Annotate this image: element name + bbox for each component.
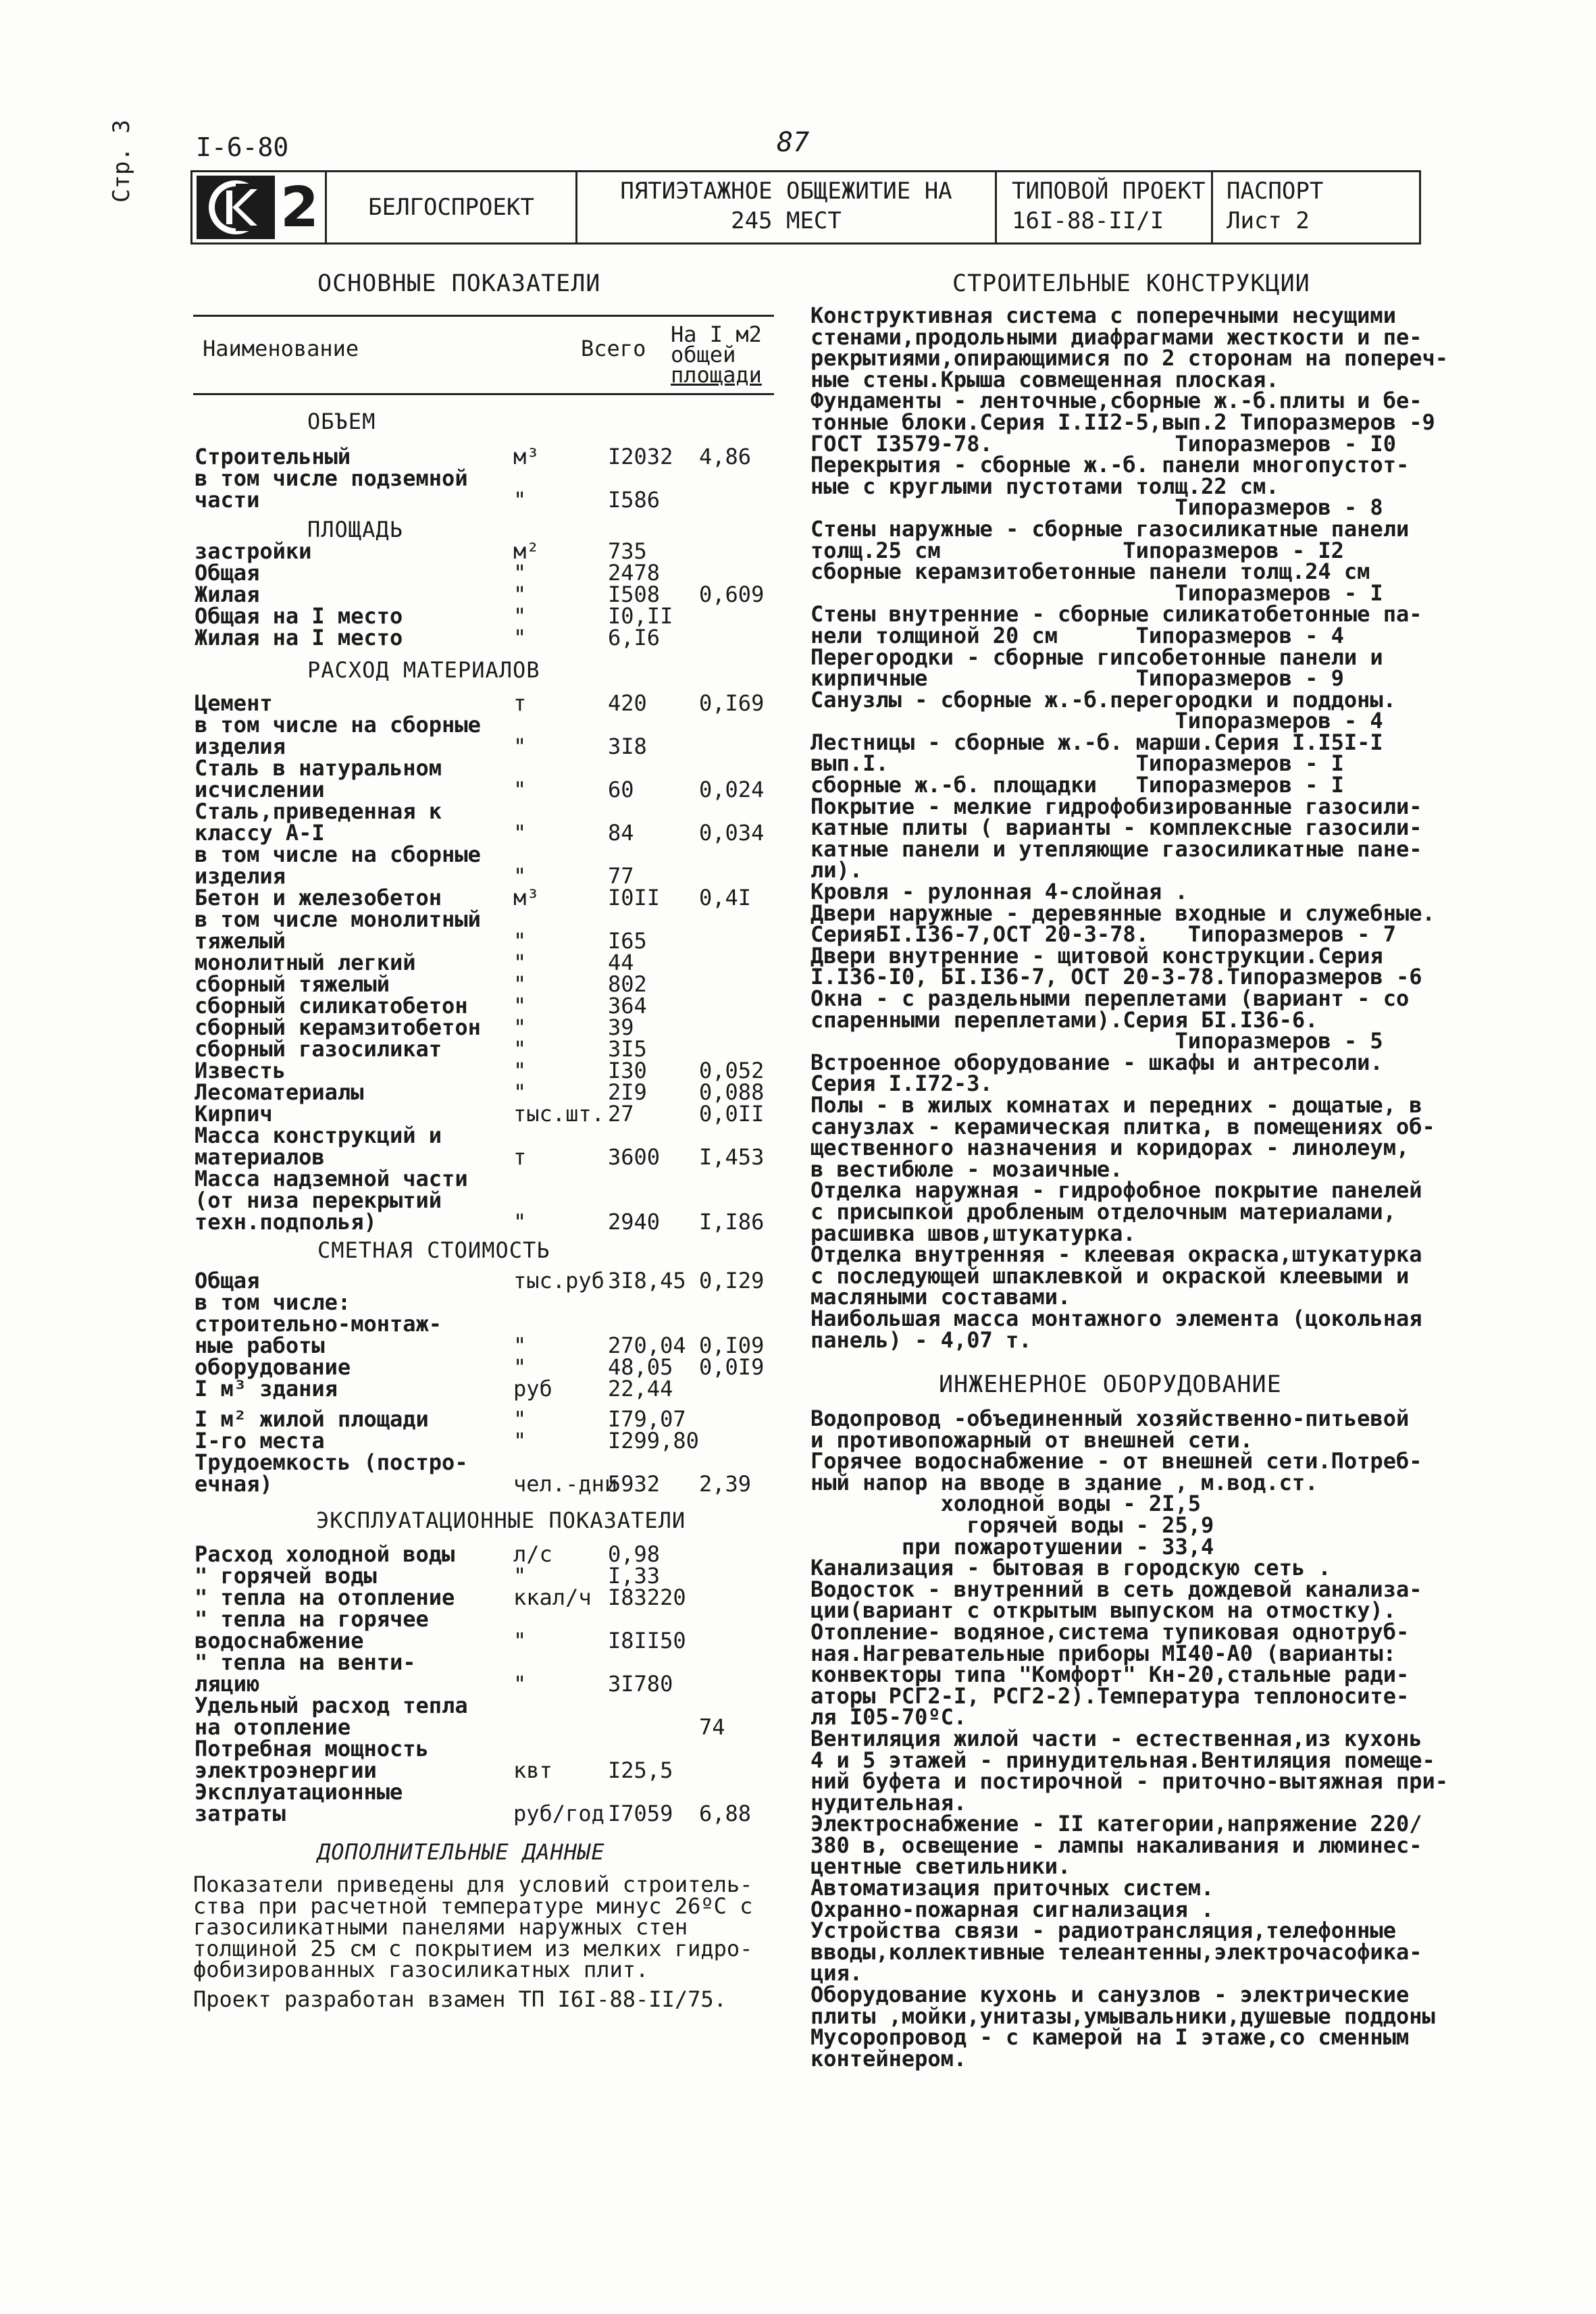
text-line: Мусоропровод - с камерой на I этаже,со сменным (810, 2024, 1410, 2051)
text-line: Перекрытия - сборные ж.-б. панели многопустот- (810, 452, 1410, 478)
row-unit: " (513, 950, 527, 975)
row-unit: " (513, 487, 527, 513)
row-name: Трудоемкость (постро- (195, 1449, 468, 1475)
row-unit: " (513, 1079, 527, 1105)
row-total: I25,5 (608, 1757, 673, 1783)
row-name: изделия (195, 734, 286, 759)
text-line: тонные блоки.Серия I.II2-5,вып.2 Типоразмеров -9 (810, 409, 1435, 435)
row-total: I8II50 (608, 1628, 686, 1653)
text-line: Водопровод -объединенный хозяйственно-питьевой (810, 1406, 1410, 1431)
text-line: Отделка наружная - гидрофобное покрытие панелей (810, 1177, 1422, 1204)
text-line: Отопление- водяное,система тупиковая однотруб- (810, 1618, 1410, 1645)
row-per-m2: 0,609 (699, 582, 765, 607)
row-total: 364 (608, 993, 647, 1019)
row-per-m2: 0,4I (699, 885, 752, 910)
row-unit: " (513, 1428, 527, 1454)
row-total: I,33 (608, 1563, 661, 1589)
text-line: ли). (810, 857, 863, 883)
row-total: 60 (608, 777, 634, 802)
row-name: сборный керамзитобетон (195, 1014, 481, 1040)
row-unit: " (513, 734, 527, 759)
section-materials: РАСХОД МАТЕРИАЛОВ (307, 657, 540, 683)
row-total: 2478 (608, 560, 661, 586)
row-name: техн.подполья) (195, 1209, 377, 1235)
project-type-cell (997, 172, 1213, 242)
passport-cell (1213, 172, 1419, 242)
text-line: Двери внутренние - щитовой конструкции.Серия (810, 942, 1383, 969)
text-line: Типоразмеров - 4 (810, 708, 1383, 734)
structures-text (810, 303, 1449, 1353)
row-name: Жилая (195, 582, 260, 607)
text-line: аторы РСГ2-I, РСГ2-2).Температура теплоносите- (810, 1682, 1410, 1709)
column-header-name: Наименование (203, 336, 359, 361)
text-line: 380 в, освещение - лампы накаливания и люминес- (810, 1832, 1422, 1858)
row-total: 3600 (608, 1144, 661, 1170)
row-name: в том числе подземной (195, 465, 468, 491)
row-total: I0II (608, 885, 661, 910)
row-per-m2: 0,I69 (699, 690, 765, 716)
text-line: при пожаротушении - 33,4 (810, 1533, 1214, 1560)
row-name: ные работы (195, 1333, 325, 1358)
row-name: (от низа перекрытий (195, 1187, 442, 1213)
row-name: электроэнергии (195, 1757, 377, 1783)
row-total: I7059 (608, 1801, 673, 1826)
organization-name: БЕЛГОСПРОЕКТ (368, 194, 534, 221)
row-unit: " (513, 1014, 527, 1040)
text-line: контейнером. (810, 2045, 967, 2072)
row-name: в том числе: (195, 1289, 351, 1315)
text-line: нели толщиной 20 см Типоразмеров - 4 (810, 622, 1344, 648)
text-line: конвекторы типа "Комфорт" Кн-20,стальные ради- (810, 1662, 1410, 1688)
row-unit: " (513, 928, 527, 954)
row-name: Удельный расход тепла (195, 1693, 468, 1718)
row-name: на отопление (195, 1714, 351, 1740)
project-type-code: 16I-88-II/I (1012, 207, 1164, 234)
row-name: " тепла на горячее (195, 1606, 429, 1632)
row-total: 3I780 (608, 1671, 673, 1697)
row-name: ечная) (195, 1471, 273, 1497)
engineering-heading: ИНЖЕНЕРНОЕ ОБОРУДОВАНИЕ (939, 1371, 1282, 1398)
row-total: I586 (608, 487, 661, 513)
row-unit: " (513, 1354, 527, 1380)
text-line: толщ.25 см Типоразмеров - I2 (810, 537, 1344, 563)
row-name: в том числе на сборные (195, 842, 481, 867)
text-line: ГОСТ I3579-78. Типоразмеров - I0 (810, 430, 1396, 457)
row-name: Сталь в натуральном (195, 755, 442, 781)
text-line: Перегородки - сборные гипсобетонные панели и (810, 644, 1383, 670)
text-line: Лестницы - сборные ж.-б. марши.Серия I.I5I-I (810, 729, 1383, 755)
row-name: Известь (195, 1058, 286, 1083)
text-line: рекрытиями,опирающимися по 2 сторонам на попереч- (810, 345, 1449, 371)
row-per-m2: 0,I09 (699, 1333, 765, 1358)
ck-logo-icon (195, 174, 276, 240)
side-page-note: Стр. 3 (108, 120, 135, 203)
row-name: Общая (195, 560, 260, 586)
text-line: I.I36-I0, БI.I36-7, ОСТ 20-3-78.Типоразмеров -6 (810, 964, 1422, 990)
row-unit: м³ (513, 885, 540, 910)
row-unit: м² (513, 538, 540, 564)
text-line: холодной воды - 2I,5 (810, 1491, 1201, 1517)
text-line: Фундаменты - ленточные,сборные ж.-б.плиты и бе- (810, 388, 1422, 414)
row-total: 77 (608, 863, 634, 889)
extra-line: Проект разработан взамен ТП I6I-88-II/75. (193, 1986, 727, 2012)
row-total: 2940 (608, 1209, 661, 1235)
row-name: тяжелый (195, 928, 286, 954)
row-name: сборный газосиликат (195, 1036, 442, 1062)
section-cost: СМЕТНАЯ СТОИМОСТЬ (317, 1237, 550, 1263)
text-line: масляными составами. (810, 1284, 1071, 1310)
text-line: Оборудование кухонь и санузлов - электрические (810, 1982, 1410, 2008)
row-total: I299,80 (608, 1428, 699, 1454)
row-name: I-го места (195, 1428, 325, 1454)
row-name: Потребная мощность (195, 1736, 429, 1762)
column-header-total: Всего (581, 336, 646, 361)
row-name: сборный силикатобетон (195, 993, 468, 1019)
row-name: материалов (195, 1144, 325, 1170)
text-line: Наибольшая масса монтажного элемента (цокольная (810, 1305, 1422, 1331)
text-line: ная.Нагревательные приборы МI40-А0 (варианты: (810, 1640, 1396, 1666)
organization-cell (327, 172, 577, 242)
row-name: оборудование (195, 1354, 351, 1380)
text-line: панель) - 4,07 т. (810, 1327, 1032, 1353)
row-unit: руб/год (513, 1801, 604, 1826)
text-line: Санузлы - сборные ж.-б.перегородки и поддоны. (810, 686, 1396, 713)
table-top-rule (193, 315, 774, 317)
text-line: Вентиляция жилой части - естественная,из кухонь (810, 1725, 1422, 1751)
text-line: с присыпкой дробленым отделочным материалами, (810, 1198, 1396, 1225)
row-total: 22,44 (608, 1376, 673, 1402)
row-total: 6,I6 (608, 625, 661, 650)
text-line: Охранно-пожарная сигнализация . (810, 1896, 1214, 1922)
row-name: " горячей воды (195, 1563, 377, 1589)
text-line: Канализация - бытовая в городскую сеть . (810, 1555, 1331, 1581)
row-unit: " (513, 820, 527, 846)
row-unit: " (513, 1333, 527, 1358)
text-line: ный напор на вводе в здание , м.вод.ст. (810, 1469, 1318, 1495)
row-name: Сталь,приведенная к (195, 798, 442, 824)
text-line: вводы,коллективные телеантенны,электрочасофика- (810, 1938, 1422, 1965)
extra-line: газосиликатными панелями наружных стен (193, 1914, 688, 1940)
text-line: ции(вариант с открытым выпуском на отмостку). (810, 1597, 1396, 1624)
text-line: Типоразмеров - 8 (810, 494, 1383, 521)
row-name: исчислении (195, 777, 325, 802)
row-unit: " (513, 863, 527, 889)
project-name-line1: ПЯТИЭТАЖНОЕ ОБЩЕЖИТИЕ НА (620, 178, 952, 205)
row-per-m2: 4,86 (699, 444, 752, 469)
row-name: части (195, 487, 260, 513)
row-name: I м³ здания (195, 1376, 338, 1402)
column-header-per-m2-line1: На I м2 (671, 322, 762, 347)
row-name: Общая (195, 1268, 260, 1293)
text-line: плиты ,мойки,унитазы,умывальники,душевые поддоны (810, 2003, 1435, 2029)
row-per-m2: 0,0I9 (699, 1354, 765, 1380)
text-line: спаренными переплетами).Серия БI.I36-6. (810, 1006, 1318, 1033)
row-name: Общая на I место (195, 603, 403, 629)
text-line: вып.I. Типоразмеров - I (810, 750, 1344, 777)
text-line: ция. (810, 1960, 863, 1986)
project-type-label: ТИПОВОЙ ПРОЕКТ (1012, 178, 1206, 205)
extra-line: ства при расчетной температуре минус 26ºС с (193, 1893, 753, 1919)
row-unit: " (513, 777, 527, 802)
row-unit: тыс.руб (513, 1268, 604, 1293)
text-line: расшивка швов,штукатурка. (810, 1220, 1136, 1246)
text-line: щественного назначения и коридорах - линолеум, (810, 1135, 1410, 1161)
text-line: санузлах - керамическая плитка, в помещениях об- (810, 1113, 1435, 1139)
text-line: Отделка внутренняя - клеевая окраска,штукатурка (810, 1241, 1422, 1268)
row-total: 3I8 (608, 734, 647, 759)
row-unit: " (513, 1058, 527, 1083)
document-code: I-6-80 (196, 132, 289, 162)
row-per-m2: 0,0II (699, 1101, 765, 1127)
row-total: I2032 (608, 444, 673, 469)
text-line: Автоматизация приточных систем. (810, 1875, 1214, 1901)
row-unit: " (513, 1036, 527, 1062)
text-line: Стены внутренние - сборные силикатобетонные па- (810, 601, 1422, 627)
table-header-rule (193, 393, 774, 395)
row-per-m2: 0,024 (699, 777, 765, 802)
row-per-m2: 0,052 (699, 1058, 765, 1083)
row-name: ляцию (195, 1671, 260, 1697)
row-total: 735 (608, 538, 647, 564)
text-line: Водосток - внутренний в сеть дождевой канализа- (810, 1576, 1422, 1602)
row-name: в том числе монолитный (195, 906, 481, 932)
row-total: I30 (608, 1058, 647, 1083)
text-line: ные с круглыми пустотами толщ.22 см. (810, 473, 1279, 499)
row-name: " тепла на венти- (195, 1649, 416, 1675)
engineering-text (810, 1406, 1449, 2072)
row-total: 84 (608, 820, 634, 846)
row-name: Кирпич (195, 1101, 273, 1127)
row-unit: " (513, 1563, 527, 1589)
extra-line: толщиной 25 см с покрытием из мелких гидро- (193, 1935, 753, 1961)
extra-line: Показатели приведены для условий строитель- (193, 1872, 753, 1897)
text-line: сборные ж.-б. площадки Типоразмеров - I (810, 772, 1344, 798)
project-name-cell (577, 172, 997, 242)
row-unit: " (513, 582, 527, 607)
row-unit: чел.-дни (513, 1471, 618, 1497)
text-line: Кровля - рулонная 4-слойная . (810, 879, 1188, 905)
text-line: Серия I.I72-3. (810, 1071, 993, 1097)
project-name-line2: 245 МЕСТ (731, 207, 842, 234)
text-line: Конструктивная система с поперечными несущими (810, 303, 1396, 328)
row-total: 5932 (608, 1471, 661, 1497)
row-per-m2: 2,39 (699, 1471, 752, 1497)
row-unit: " (513, 1628, 527, 1653)
text-line: нудительная. (810, 1789, 967, 1816)
text-line: СерияБI.I36-7,ОСТ 20-3-78. Типоразмеров - 7 (810, 921, 1396, 948)
row-name: затраты (195, 1801, 286, 1826)
row-name: Эксплуатационные (195, 1779, 403, 1805)
column-header-per-m2 (671, 322, 762, 388)
text-line: Типоразмеров - 5 (810, 1028, 1383, 1054)
row-name: строительно-монтаж- (195, 1311, 442, 1337)
row-total: I79,07 (608, 1406, 686, 1432)
text-line: Встроенное оборудование - шкафы и антресоли. (810, 1049, 1383, 1075)
passport-label: ПАСПОРТ (1227, 178, 1324, 205)
row-unit: л/с (513, 1541, 552, 1567)
row-name: Масса конструкций и (195, 1123, 442, 1148)
row-total: 3I5 (608, 1036, 647, 1062)
row-total: I65 (608, 928, 647, 954)
row-unit: " (513, 1209, 527, 1235)
text-line: Окна - с раздельными переплетами (вариант - со (810, 985, 1410, 1011)
text-line: ные стены.Крыша совмещенная плоская. (810, 366, 1279, 392)
row-name: сборный тяжелый (195, 971, 390, 997)
row-name: Строительный (195, 444, 351, 469)
title-block (190, 170, 1421, 245)
row-name: Расход холодной воды (195, 1541, 455, 1567)
row-name: Масса надземной части (195, 1166, 468, 1191)
text-line: стенами,продольными диафрагмами жесткости и пе- (810, 324, 1422, 350)
text-line: сборные керамзитобетонные панели толщ.24 см (810, 559, 1370, 585)
page-number: 87 (777, 127, 810, 158)
row-name: I м² жилой площади (195, 1406, 429, 1432)
row-name: застройки (195, 538, 312, 564)
text-line: в вестибюле - мозаичные. (810, 1156, 1123, 1182)
row-per-m2: 0,088 (699, 1079, 765, 1105)
section-area: ПЛОЩАДЬ (307, 517, 403, 542)
row-unit: " (513, 1671, 527, 1697)
row-per-m2: 0,I29 (699, 1268, 765, 1293)
text-line: Стены наружные - сборные газосиликатные панели (810, 515, 1410, 542)
row-name: водоснабжение (195, 1628, 364, 1653)
row-unit: " (513, 603, 527, 629)
text-line: Покрытие - мелкие гидрофобизированные газосили- (810, 793, 1422, 819)
logo-cell (192, 172, 327, 242)
row-total: 27 (608, 1101, 634, 1127)
text-line: катные плиты ( варианты - комплексные газосили- (810, 815, 1422, 841)
row-name: в том числе на сборные (195, 712, 481, 738)
text-line: 4 и 5 этажей - принудительная.Вентиляция помеще- (810, 1747, 1435, 1773)
row-name: монолитный легкий (195, 950, 416, 975)
text-line: Устройства связи - радиотрансляция,телефонные (810, 1918, 1396, 1944)
column-header-per-m2-line3: площади (671, 362, 762, 388)
row-total: 420 (608, 690, 647, 716)
structures-heading: СТРОИТЕЛЬНЫЕ КОНСТРУКЦИИ (952, 270, 1310, 297)
row-name: классу А-I (195, 820, 325, 846)
sheet-number: Лист 2 (1227, 207, 1310, 234)
row-total: I83220 (608, 1585, 686, 1610)
section-extra: ДОПОЛНИТЕЛЬНЫЕ ДАННЫЕ (317, 1839, 605, 1865)
row-name: Лесоматериалы (195, 1079, 364, 1105)
row-name: Жилая на I место (195, 625, 403, 650)
row-name: Бетон и железобетон (195, 885, 442, 910)
row-unit: " (513, 993, 527, 1019)
main-indicators-heading: ОСНОВНЫЕ ПОКАЗАТЕЛИ (317, 270, 601, 297)
row-total: I508 (608, 582, 661, 607)
column-header-per-m2-line2: общей (671, 342, 736, 367)
row-total: 39 (608, 1014, 634, 1040)
row-unit: ккал/ч (513, 1585, 592, 1610)
text-line: Двери наружные - деревянные входные и служебные. (810, 900, 1435, 926)
text-line: и противопожарный от внешней сети. (810, 1426, 1254, 1453)
row-total: 270,04 (608, 1333, 686, 1358)
extra-line: фобизированных газосиликатных плит. (193, 1957, 649, 1983)
section-volume: ОБЪЕМ (307, 409, 376, 434)
row-total: 44 (608, 950, 634, 975)
text-line: ля I05-70ºС. (810, 1704, 967, 1730)
row-total: 2I9 (608, 1079, 647, 1105)
extra-notes (193, 1874, 774, 2011)
row-per-m2: I,I86 (699, 1209, 765, 1235)
row-name: Цемент (195, 690, 273, 716)
text-line: Полы - в жилых комнатах и передних - дощатые, в (810, 1091, 1422, 1118)
row-total: 0,98 (608, 1541, 661, 1567)
row-unit: " (513, 1406, 527, 1432)
row-per-m2: 0,034 (699, 820, 765, 846)
row-unit: " (513, 560, 527, 586)
text-line: центные светильники. (810, 1853, 1071, 1880)
text-line: катные панели и утепляющие газосиликатные пане- (810, 835, 1422, 862)
row-unit: т (513, 690, 527, 716)
row-unit: тыс.шт. (513, 1101, 604, 1127)
row-per-m2: 74 (699, 1714, 725, 1740)
row-unit: " (513, 625, 527, 650)
text-line: горячей воды - 25,9 (810, 1512, 1214, 1538)
row-total: 48,05 (608, 1354, 673, 1380)
logo-number: 2 (280, 175, 319, 240)
row-total: I0,II (608, 603, 673, 629)
row-unit: квт (513, 1757, 552, 1783)
row-unit: " (513, 971, 527, 997)
text-line: Типоразмеров - I (810, 580, 1383, 606)
text-line: кирпичные Типоразмеров - 9 (810, 665, 1344, 692)
row-unit: т (513, 1144, 527, 1170)
row-per-m2: 6,88 (699, 1801, 752, 1826)
row-unit: м³ (513, 444, 540, 469)
text-line: Электроснабжение - II категории,напряжение 220/ (810, 1811, 1422, 1837)
row-total: 3I8,45 (608, 1268, 686, 1293)
row-per-m2: I,453 (699, 1144, 765, 1170)
section-operation: ЭКСПЛУАТАЦИОННЫЕ ПОКАЗАТЕЛИ (316, 1508, 686, 1533)
text-line: Горячее водоснабжение - от внешней сети.Потреб- (810, 1448, 1422, 1474)
row-total: 802 (608, 971, 647, 997)
text-line: ний буфета и постирочной - приточно-вытяжная при- (810, 1768, 1449, 1795)
text-line: с последующей шпаклевкой и окраской клеевыми и (810, 1262, 1410, 1289)
row-name: изделия (195, 863, 286, 889)
row-name: " тепла на отопление (195, 1585, 455, 1610)
row-unit: руб (513, 1376, 552, 1402)
